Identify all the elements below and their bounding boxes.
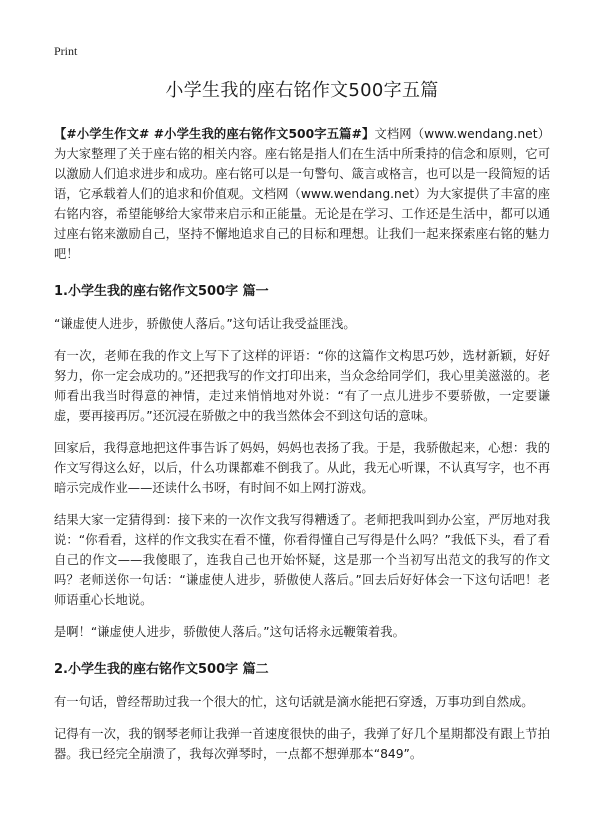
section-1-paragraph: 回家后，我得意地把这件事告诉了妈妈，妈妈也表扬了我。于是，我骄傲起来，心想：我的作文写得这么好，以后，什么功课都难不倒我了。从此，我无心听课，不认真写字，也不再暗示完成作业——还读什么书呀，有时间不如上网打游戏。 xyxy=(54,441,550,495)
intro-paragraph xyxy=(54,124,550,264)
intro-text: 文档网（www.wendang.net）为大家整理了关于座右铭的相关内容。座右铭是指人们在生活中所秉持的信念和原则，它可以激励人们追求进步和成功。座右铭可以是一句警句、箴言或格言，也可以是一段简短的话语，它承载着人们的追求和价值观。文档网（www.wendang.net）为大家提供了丰富的座右铭内容，希望能够给大家带来启示和正能量。无论是在学习、工作还是生活中，都可以通过座右铭来激励自己，坚持不懈地追求自己的目标和理想。让我们一起来探索座右铭的魅力吧！ xyxy=(54,127,550,261)
section-1-heading: 1.小学生我的座右铭作文500字 篇一 xyxy=(54,284,269,299)
section-2-paragraph: 有一句话，曾经帮助过我一个很大的忙，这句话就是滴水能把石穿透，万事功到自然成。 xyxy=(54,695,534,709)
page-title: 小学生我的座右铭作文500字五篇 xyxy=(165,80,439,101)
section-2-heading: 2.小学生我的座右铭作文500字 篇二 xyxy=(54,662,269,677)
section-1-paragraph: 有一次，老师在我的作文上写下了这样的评语：“你的这篇作文构思巧妙，选材新颖，好好努力，你一定会成功的。”还把我写的作文打印出来，当众念给同学们，我心里美滋滋的。老师看出我当时得意的神情，走过来悄悄地对外说：“有了一点儿进步不要骄傲，一定要谦虚，要再接再厉。”还沉浸在骄傲之中的我当然体会不到这句话的意味。 xyxy=(54,349,550,423)
section-1-paragraph: 结果大家一定猜得到：接下来的一次作文我写得糟透了。老师把我叫到办公室，严厉地对我说：“你看看，这样的作文我实在看不懂，你看得懂自己写得是什么吗？”我低下头，看了看自己的作文——我傻眼了，连我自己也开始怀疑，这是那一个当初写出范文的我写的作文吗？老师送你一句话：“谦虚使人进步，骄傲使人落后。”回去后好好体会一下这句话吧！老师语重心长地说。 xyxy=(54,513,550,607)
document-body xyxy=(54,76,550,776)
section-1-paragraph: 是啊！“谦虚使人进步，骄傲使人落后。”这句话将永远鞭策着我。 xyxy=(54,625,405,639)
intro-tag: 【#小学生作文# #小学生我的座右铭作文500字五篇#】 xyxy=(54,127,375,141)
print-label: Print xyxy=(54,44,78,58)
section-2-paragraph: 记得有一次，我的钢琴老师让我弹一首速度很快的曲子，我弹了好几个星期都没有跟上节拍器。我已经完全崩溃了，我每次弹琴时，一点都不想弹那本“849”。 xyxy=(54,727,550,761)
section-1-paragraph: “谦虚使人进步，骄傲使人落后。”这句话让我受益匪浅。 xyxy=(54,317,356,331)
